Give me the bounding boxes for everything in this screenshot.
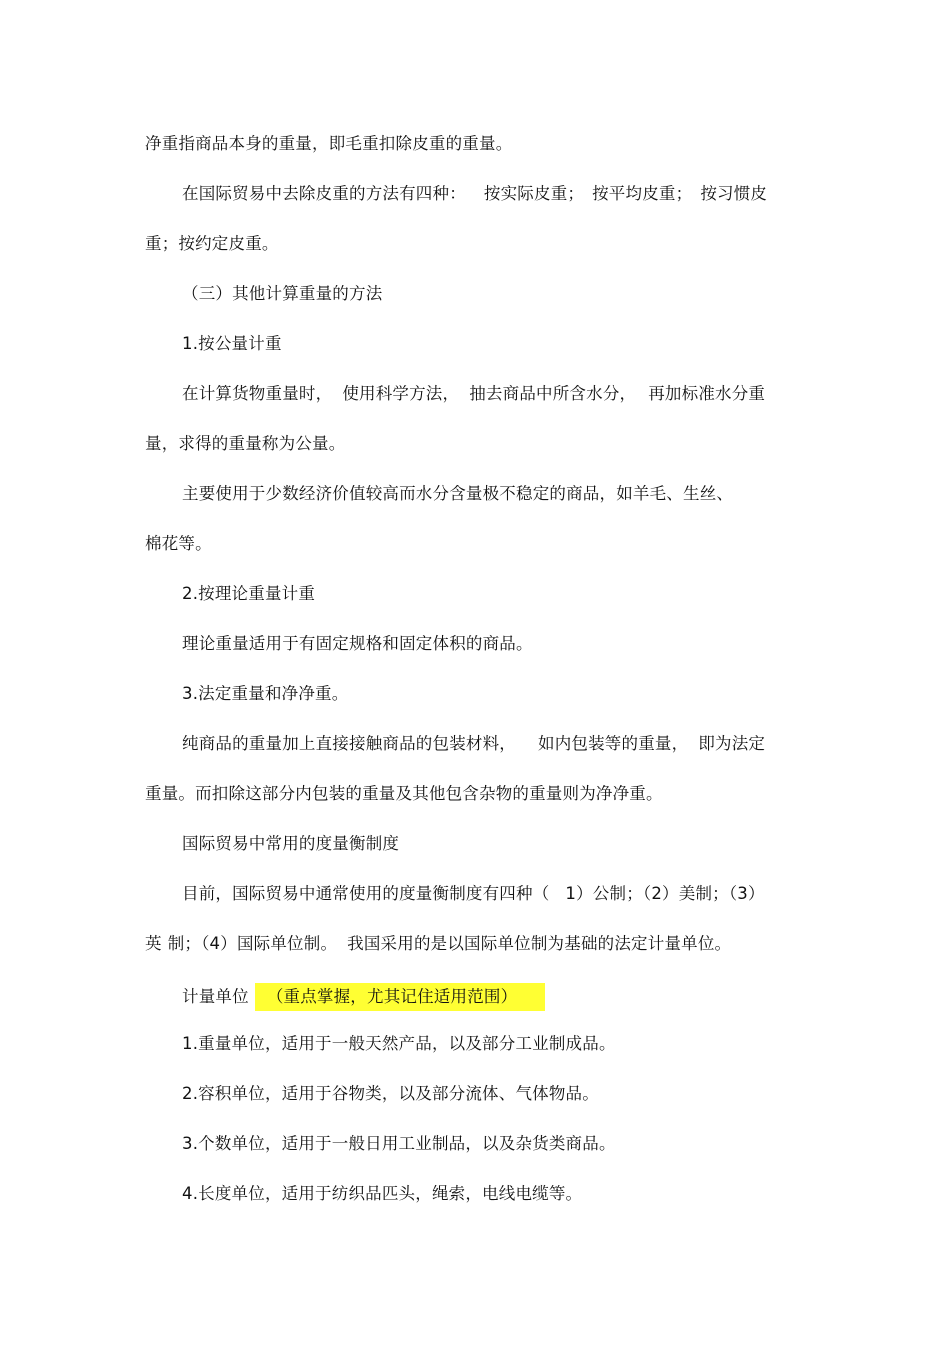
paragraph-conditioned-weight-cont: 量，求得的重量称为公量。	[145, 434, 346, 453]
list-item-volume-unit: 2.容积单位，适用于谷物类，以及部分流体、气体物品。	[182, 1084, 599, 1103]
paragraph-tare-methods-cont: 重；按约定皮重。	[145, 234, 279, 253]
paragraph-usage-cont: 棉花等。	[145, 534, 212, 553]
paragraph-theoretical-weight: 理论重量适用于有固定规格和固定体积的商品。	[182, 634, 533, 653]
highlight-key-point: （重点掌握，尤其记住适用范围）	[255, 983, 546, 1011]
section-heading-other-methods: （三）其他计算重量的方法	[182, 284, 383, 303]
paragraph-measurement-systems: 目前，国际贸易中通常使用的度量衡制度有四种（ 1）公制；（2）美制；（3）	[182, 884, 765, 903]
paragraph-tare-methods: 在国际贸易中去除皮重的方法有四种： 按实际皮重； 按平均皮重； 按习惯皮	[182, 184, 768, 203]
paragraph-conditioned-weight: 在计算货物重量时， 使用科学方法， 抽去商品中所含水分， 再加标准水分重	[182, 384, 766, 403]
paragraph-legal-weight: 纯商品的重量加上直接接触商品的包装材料， 如内包装等的重量， 即为法定	[182, 734, 766, 753]
subheading-legal-weight: 3.法定重量和净净重。	[182, 684, 349, 703]
section-heading-units: 计量单位 （重点掌握，尤其记住适用范围）	[182, 983, 545, 1011]
subheading-conditioned-weight: 1.按公量计重	[182, 334, 282, 353]
list-item-weight-unit: 1.重量单位，适用于一般天然产品，以及部分工业制成品。	[182, 1034, 616, 1053]
list-item-length-unit: 4.长度单位，适用于纺织品匹头，绳索，电线电缆等。	[182, 1184, 583, 1203]
paragraph-measurement-systems-cont: 英 制；（4）国际单位制。 我国采用的是以国际单位制为基础的法定计量单位。	[145, 934, 732, 953]
paragraph-net-weight: 净重指商品本身的重量，即毛重扣除皮重的重量。	[145, 134, 513, 153]
paragraph-legal-weight-cont: 重量。而扣除这部分内包装的重量及其他包含杂物的重量则为净净重。	[145, 784, 663, 803]
section-heading-measurement-systems: 国际贸易中常用的度量衡制度	[182, 834, 400, 853]
list-item-count-unit: 3.个数单位，适用于一般日用工业制品，以及杂货类商品。	[182, 1134, 616, 1153]
subheading-theoretical-weight: 2.按理论重量计重	[182, 584, 316, 603]
paragraph-usage: 主要使用于少数经济价值较高而水分含量极不稳定的商品，如羊毛、生丝、	[182, 484, 734, 503]
